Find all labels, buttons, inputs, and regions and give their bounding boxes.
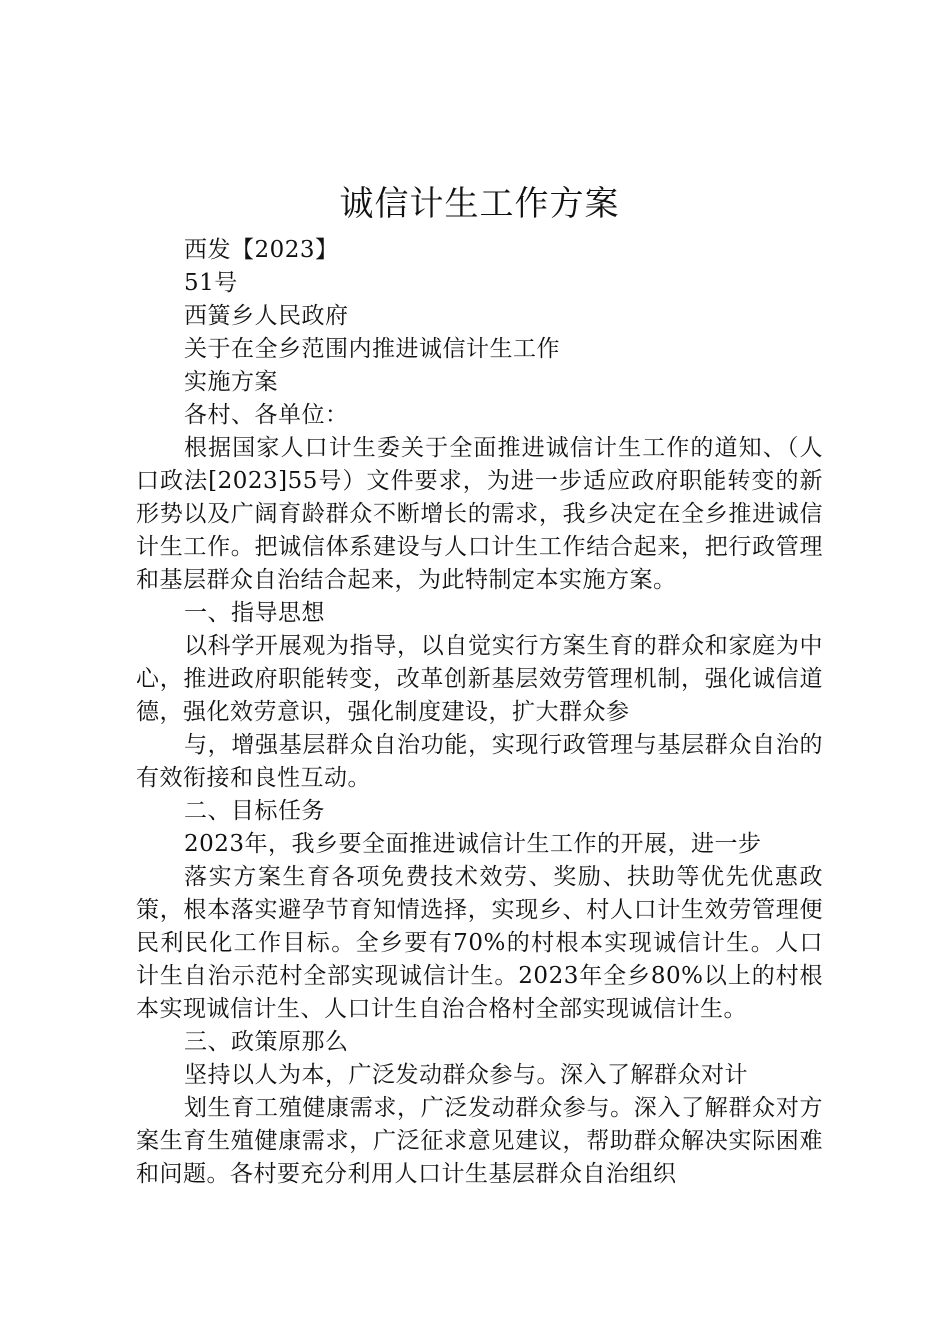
salutation: 各村、各单位： <box>184 402 349 428</box>
issuing-authority: 西簧乡人民政府 <box>184 303 349 329</box>
section-1-paragraph: 以科学开展观为指导，以自觉实行方案生育的群众和家庭为中心，推进政府职能转变，改革创新基层效劳管理机制，强化诚信道德，强化效劳意识，强化制度建设，扩大群众参 <box>136 633 823 725</box>
document-body <box>136 234 823 1191</box>
section-2-paragraph-cont: 落实方案生育各项免费技术效劳、奖励、扶助等优先优惠政策，根本落实避孕节育知情选择，实现乡、村人口计生效劳管理便民利民化工作目标。全乡要有70%的村根本实现诚信计生。人口计生自治示范村全部实现诚信计生。2023年全乡80%以上的村根本实现诚信计生、人口计生自治合格村全部实现诚信计生。 <box>136 864 823 1022</box>
doc-number-suffix: 51号 <box>184 270 238 296</box>
document-title: 诚信计生工作方案 <box>339 184 620 224</box>
section-heading-1: 一、指导思想 <box>184 600 325 626</box>
doc-subject-cont: 实施方案 <box>184 369 278 395</box>
section-heading-3: 三、政策原那么 <box>184 1029 349 1055</box>
section-1-paragraph-cont: 与，增强基层群众自治功能，实现行政管理与基层群众自治的有效衔接和良性互动。 <box>136 732 823 791</box>
section-3-paragraph-cont: 划生育工殖健康需求，广泛发动群众参与。深入了解群众对方案生育生殖健康需求，广泛征求意见建议，帮助群众解决实际困难和问题。各村要充分利用人口计生基层群众自治组织 <box>136 1095 823 1187</box>
doc-subject: 关于在全乡范围内推进诚信计生工作 <box>184 336 560 362</box>
section-2-paragraph: 2023年，我乡要全面推进诚信计生工作的开展，进一步 <box>184 831 762 857</box>
section-3-paragraph: 坚持以人为本，广泛发动群众参与。深入了解群众对计 <box>184 1062 748 1088</box>
section-heading-2: 二、目标任务 <box>184 798 325 824</box>
intro-paragraph: 根据国家人口计生委关于全面推进诚信计生工作的道知、（人口政法[2023]55号）文件要求，为进一步适应政府职能转变的新形势以及广阔育龄群众不断增长的需求，我乡决定在全乡推进诚信计生工作。把诚信体系建设与人口计生工作结合起来，把行政管理和基层群众自治结合起来，为此特制定本实施方案。 <box>136 435 823 593</box>
doc-number: 西发【2023】 <box>184 237 339 263</box>
